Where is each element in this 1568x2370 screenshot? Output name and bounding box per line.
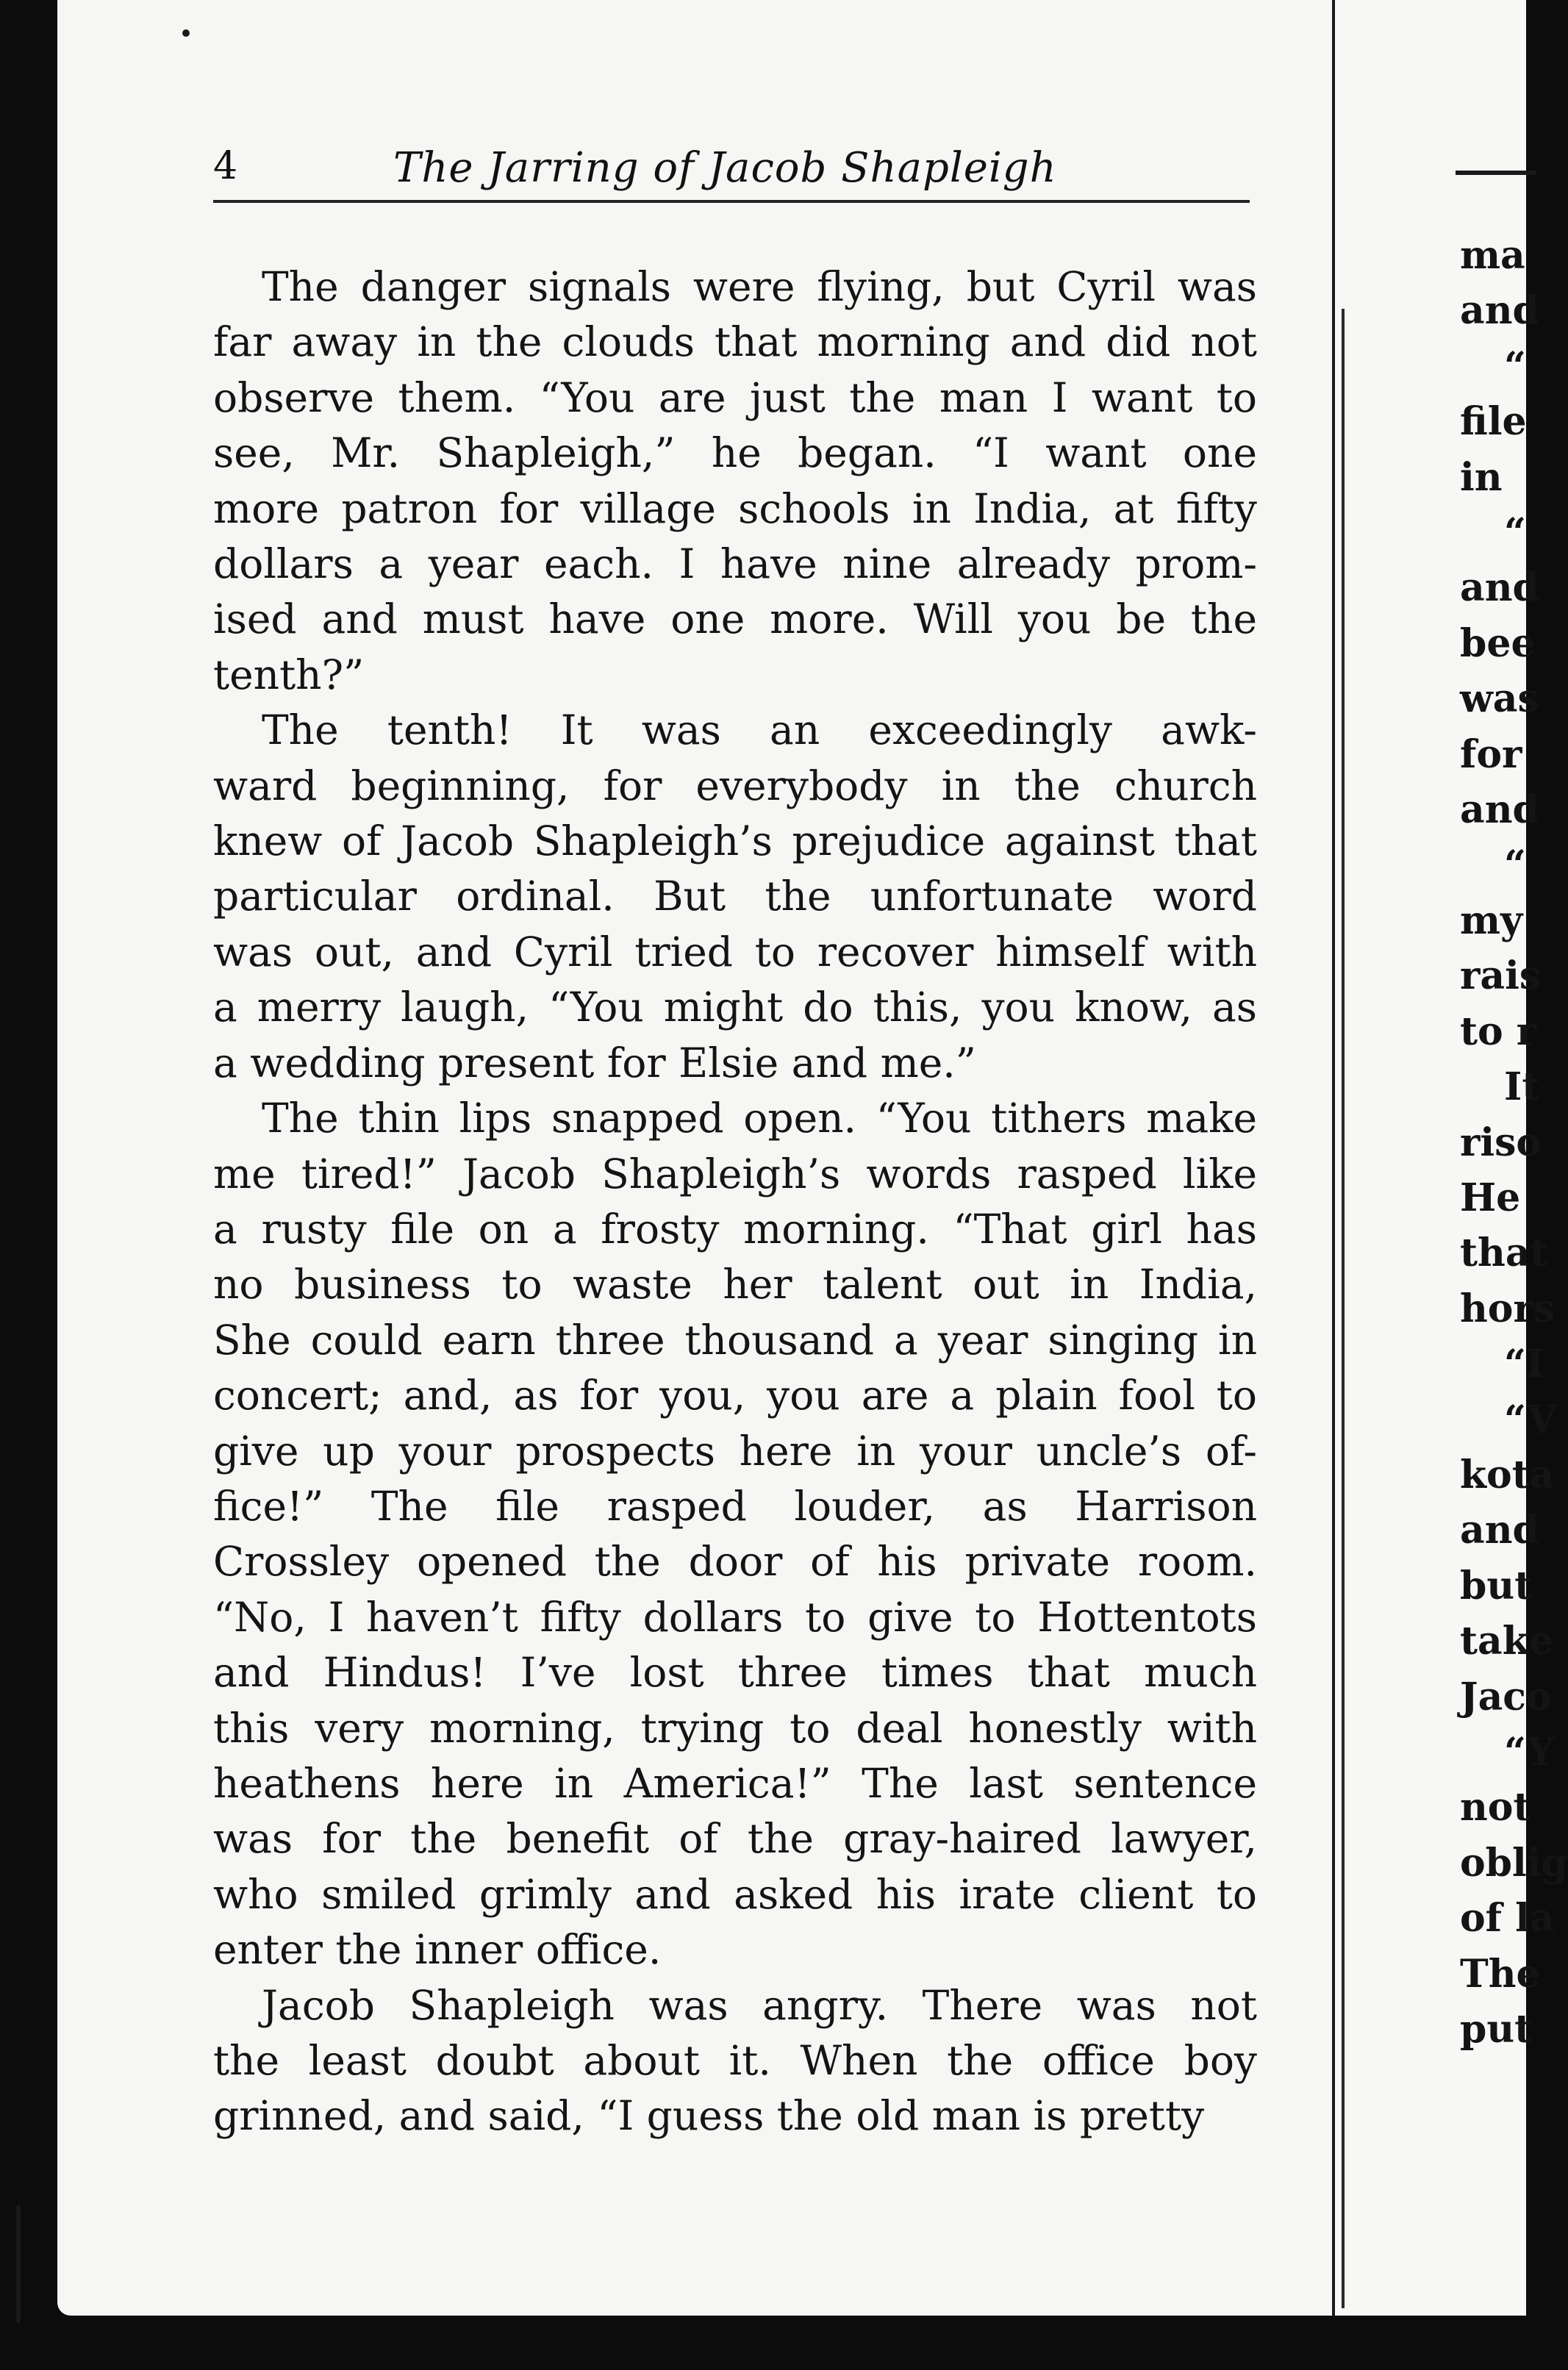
text-line: a rusty file on a frosty morning. “That girl has (213, 1205, 1257, 1253)
facing-line-fragment: hors (1460, 1286, 1556, 1331)
facing-line-fragment: but (1460, 1563, 1533, 1608)
text-line: She could earn three thousand a year singing in (213, 1316, 1257, 1364)
facing-line-fragment: put (1460, 2007, 1533, 2052)
text-line: dollars a year each. I have nine already prom- (213, 540, 1257, 588)
text-line: tenth?” (213, 651, 365, 698)
facing-line-fragment: was (1460, 676, 1539, 722)
text-line: who smiled grimly and asked his irate client to (213, 1870, 1257, 1918)
text-line: heathens here in America!” The last sentence (213, 1759, 1257, 1807)
text-line: and Hindus! I’ve lost three times that much (213, 1649, 1257, 1697)
right-page-edge (1335, 0, 1568, 2316)
facing-line-fragment: and (1460, 787, 1539, 833)
scan-speck (182, 29, 190, 37)
text-line: The thin lips snapped open. “You tithers make (262, 1095, 1257, 1142)
text-line: a merry laugh, “You might do this, you know, as (213, 984, 1257, 1031)
header-rule (213, 200, 1250, 203)
facing-line-fragment: bee (1460, 620, 1536, 666)
text-line: observe them. “You are just the man I want to (213, 373, 1257, 421)
facing-line-fragment: ma (1460, 233, 1525, 278)
text-line: far away in the clouds that morning and did not (213, 318, 1257, 366)
text-line: enter the inner office. (213, 1926, 662, 1974)
facing-line-fragment: my (1460, 898, 1523, 943)
facing-line-fragment: It (1504, 1064, 1540, 1110)
running-header (213, 144, 1250, 203)
text-line: concert; and, as for you, you are a plain fool to (213, 1372, 1257, 1420)
text-line: a wedding present for Elsie and me.” (213, 1039, 976, 1086)
body-text (213, 259, 1257, 2144)
text-line: give up your prospects here in your uncle’s of- (213, 1427, 1257, 1475)
page-number: 4 (213, 144, 238, 188)
text-line: this very morning, trying to deal honestly with (213, 1704, 1257, 1752)
facing-line-fragment: and (1460, 565, 1539, 611)
text-line: was for the benefit of the gray-haired lawyer, (213, 1815, 1257, 1863)
facing-line-fragment: oblig (1460, 1840, 1568, 1886)
facing-header-dash (1456, 171, 1536, 175)
running-title: The Jarring of Jacob Shapleigh (393, 144, 1057, 192)
text-line: the least doubt about it. When the office boy (213, 2037, 1257, 2084)
text-line: ised and must have one more. Will you be the (213, 595, 1257, 643)
text-line: fice!” The file rasped louder, as Harrison (213, 1482, 1257, 1530)
text-line: me tired!” Jacob Shapleigh’s words rasped like (213, 1150, 1257, 1197)
text-line: Jacob Shapleigh was angry. There was not (262, 1981, 1257, 2029)
facing-line-fragment: “I (1504, 1342, 1544, 1387)
text-line: The danger signals were flying, but Cyril was (262, 263, 1257, 310)
text-line: The tenth! It was an exceedingly awk- (262, 706, 1257, 754)
facing-line-fragment: and (1460, 288, 1539, 334)
facing-line-fragment: “ (1504, 510, 1526, 556)
facing-line-fragment: file (1460, 399, 1527, 445)
text-line: no business to waste her talent out in India, (213, 1261, 1257, 1308)
text-line: “No, I haven’t fifty dollars to give to Hottentots (213, 1593, 1257, 1641)
text-line: particular ordinal. But the unfortunate word (213, 873, 1257, 920)
facing-line-fragment: that (1460, 1231, 1548, 1276)
facing-line-fragment: of la (1460, 1896, 1555, 1941)
page-gutter-line (1342, 309, 1345, 2308)
text-line: see, Mr. Shapleigh,” he began. “I want one (213, 429, 1257, 477)
facing-line-fragment: take (1460, 1619, 1553, 1664)
facing-line-fragment: and (1460, 1508, 1539, 1553)
facing-line-fragment: to r (1460, 1009, 1537, 1054)
text-line: knew of Jacob Shapleigh’s prejudice against that (213, 817, 1257, 865)
facing-line-fragment: “ (1504, 343, 1526, 389)
text-line: grinned, and said, “I guess the old man is pretty (213, 2092, 1205, 2140)
text-line: was out, and Cyril tried to recover himself with (213, 928, 1257, 975)
facing-line-fragment: for (1460, 731, 1522, 777)
facing-line-fragment: riso (1460, 1120, 1542, 1165)
facing-line-fragment: “ (1504, 842, 1526, 888)
facing-page-text (1460, 228, 1568, 2057)
facing-line-fragment: He (1460, 1175, 1521, 1220)
text-line: more patron for village schools in India, at fifty (213, 484, 1257, 532)
facing-line-fragment: Jaco (1460, 1674, 1552, 1719)
facing-line-fragment: “V (1504, 1397, 1557, 1442)
facing-line-fragment: kota (1460, 1452, 1555, 1497)
text-line: Crossley opened the door of his private room. (213, 1538, 1257, 1586)
facing-line-fragment: “Y (1504, 1729, 1555, 1775)
facing-line-fragment: rais (1460, 953, 1542, 999)
text-line: ward beginning, for everybody in the church (213, 762, 1257, 809)
facing-line-fragment: not (1460, 1785, 1531, 1830)
scan-mark (16, 2205, 21, 2323)
facing-line-fragment: in (1460, 454, 1503, 500)
facing-line-fragment: The (1460, 1951, 1541, 1997)
